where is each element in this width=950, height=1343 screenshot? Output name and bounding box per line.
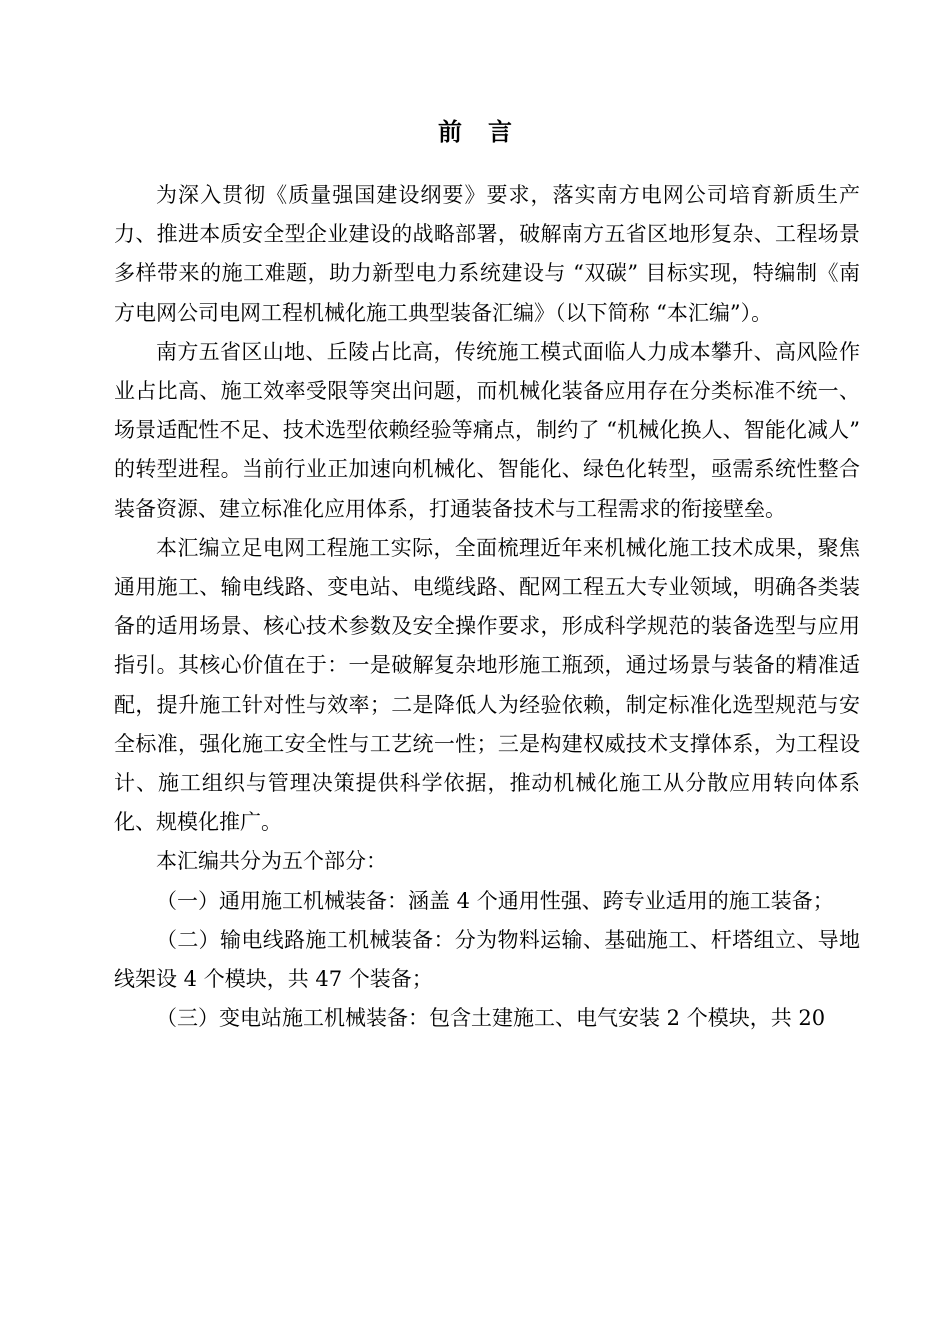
page-title: [0, 112, 950, 152]
title-char-2: 言: [488, 117, 512, 146]
list-item-part-2: （二）输电线路施工机械装备：分为物料运输、基础施工、杆塔组立、导地线架设 4 个模块，共 47 个装备；: [114, 927, 860, 992]
paragraph-value: 本汇编立足电网工程施工实际，全面梳理近年来机械化施工技术成果，聚焦通用施工、输电线路、变电站、电缆线路、配网工程五大专业领域，明确各类装备的适用场景、核心技术参数及安全操作要求，形成科学规范的装备选型与应用指引。其核心价值在于：一是破解复杂地形施工瓶颈，通过场景与装备的精准适配，提升施工针对性与效率；二是降低人为经验依赖，制定标准化选型规范与安全标准，强化施工安全性与工艺统一性；三是构建权威技术支撑体系，为工程设计、施工组织与管理决策提供科学依据，推动机械化施工从分散应用转向体系化、规模化推广。: [114, 535, 860, 835]
title-char-1: 前: [438, 117, 462, 146]
list-item-part-3: （三）变电站施工机械装备：包含土建施工、电气安装 2 个模块，共 20: [156, 1006, 826, 1031]
paragraph-background: 南方五省区山地、丘陵占比高，传统施工模式面临人力成本攀升、高风险作业占比高、施工效率受限等突出问题，而机械化装备应用存在分类标准不统一、场景适配性不足、技术选型依赖经验等痛点，制约了 “机械化换人、智能化减人” 的转型进程。当前行业正加速向机械化、智能化、绿色化转型，亟需系统性整合装备资源、建立标准化应用体系，打通装备技术与工程需求的衔接壁垒。: [114, 339, 860, 521]
list-item-part-1: （一）通用施工机械装备：涵盖 4 个通用性强、跨专业适用的施工装备；: [156, 888, 834, 913]
document-body: [114, 176, 860, 1038]
paragraph-intro: 为深入贯彻《质量强国建设纲要》要求，落实南方电网公司培育新质生产力、推进本质安全型企业建设的战略部署，破解南方五省区地形复杂、工程场景多样带来的施工难题，助力新型电力系统建设与 “双碳” 目标实现，特编制《南方电网公司电网工程机械化施工典型装备汇编》（以下简称 “本汇编”）。: [114, 183, 860, 325]
paragraph-structure: 本汇编共分为五个部分：: [156, 849, 387, 874]
